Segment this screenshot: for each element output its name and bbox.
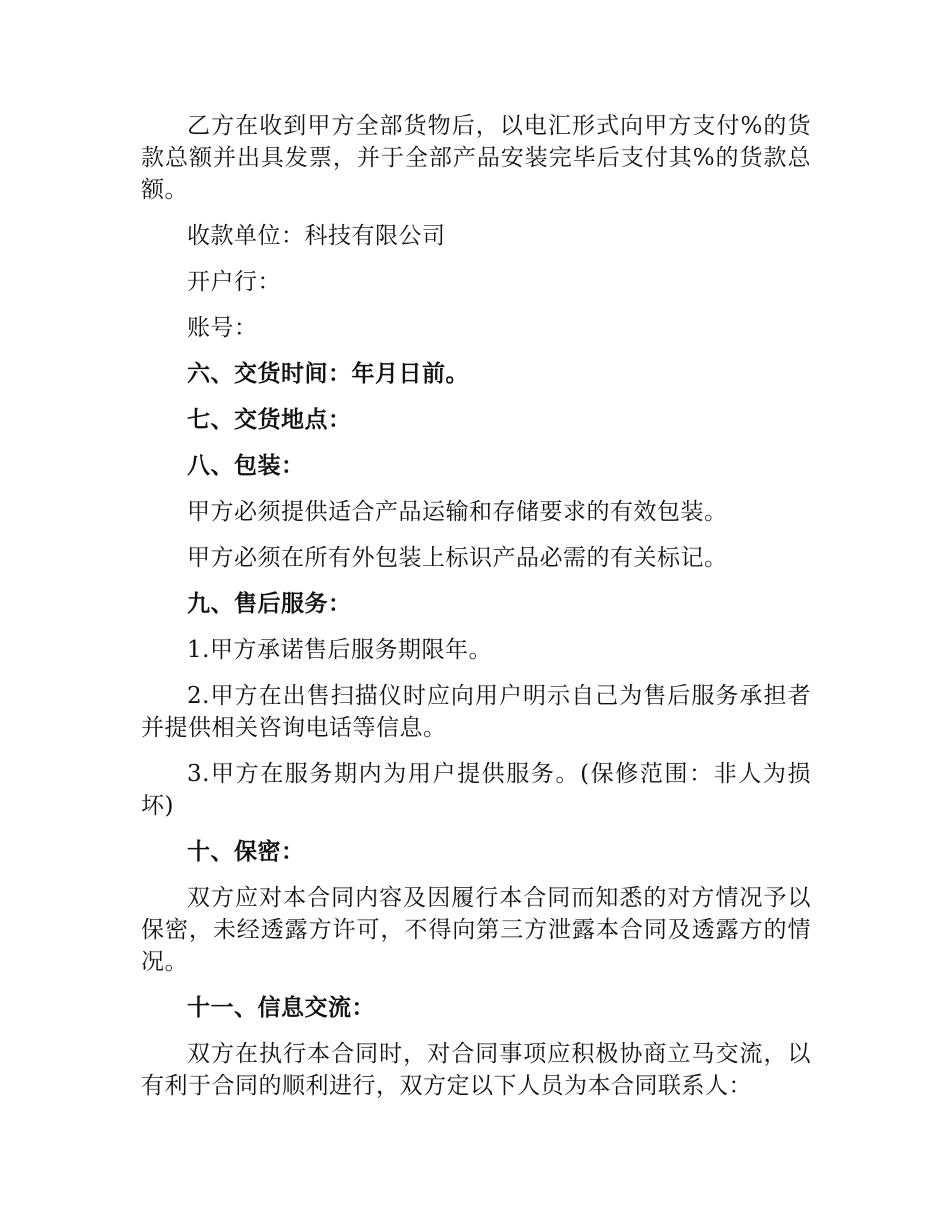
section-heading-delivery-time: 六、交货时间：年月日前。	[187, 360, 469, 387]
payment-terms-paragraph: 乙方在收到甲方全部货物后，以电汇形式向甲方支付%的货款总额并出具发票，并于全部产品安装完毕后支付其%的货款总额。	[141, 113, 811, 203]
section-heading-after-sales: 九、售后服务：	[187, 590, 352, 617]
confidentiality-paragraph: 双方应对本合同内容及因履行本合同而知悉的对方情况予以保密，未经透露方许可，不得向第三方泄露本合同及透露方的情况。	[141, 885, 811, 975]
after-sales-item-2: 2.甲方在出售扫描仪时应向用户明示自己为售后服务承担者并提供相关咨询电话等信息。	[141, 683, 811, 741]
information-exchange-paragraph: 双方在执行本合同时，对合同事项应积极协商立马交流，以有利于合同的顺利进行，双方定以下人员为本合同联系人：	[141, 1041, 811, 1099]
document-body	[141, 110, 811, 1116]
packaging-paragraph-2: 甲方必须在所有外包装上标识产品必需的有关标记。	[187, 545, 728, 571]
after-sales-item-1: 1.甲方承诺售后服务期限年。	[187, 637, 492, 663]
section-heading-information-exchange: 十一、信息交流：	[187, 994, 375, 1021]
section-heading-packaging: 八、包装：	[187, 452, 305, 479]
after-sales-item-3: 3.甲方在服务期内为用户提供服务。(保修范围：非人为损坏)	[141, 761, 811, 819]
payee-line: 收款单位：科技有限公司	[187, 223, 446, 249]
account-line: 账号：	[187, 315, 258, 341]
section-heading-confidentiality: 十、保密：	[187, 838, 305, 865]
packaging-paragraph-1: 甲方必须提供适合产品运输和存储要求的有效包装。	[187, 499, 728, 525]
section-heading-delivery-place: 七、交货地点：	[187, 406, 352, 433]
bank-line: 开户行：	[187, 269, 281, 295]
